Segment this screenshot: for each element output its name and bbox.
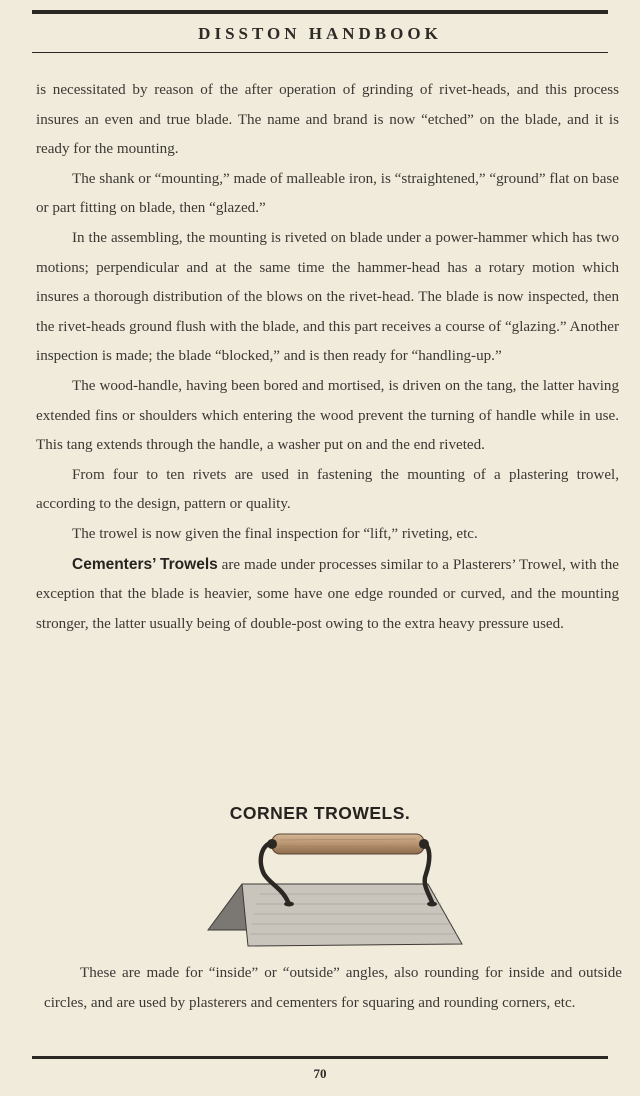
paragraph-rivets: From four to ten rivets are used in fastening the mounting of a plastering trowel, according to the design, pattern or quality. (36, 466, 619, 513)
bottom-rule (32, 1056, 608, 1059)
header-rule (32, 52, 608, 53)
figure-title: CORNER TROWELS. (229, 803, 411, 823)
paragraph-shank: The shank or “mounting,” made of malleable iron, is “straightened,” “ground” flat on base or part fitting on blade, then “glazed.” (36, 170, 619, 217)
cementers-heading: Cementers’ Trowels (72, 555, 218, 573)
figure-caption (44, 958, 622, 1018)
paragraph-assembling: In the assembling, the mounting is riveted on blade under a power-hammer which has two motions; perpendicular and at the same time the hammer-head has a rotary motion which insures a thorough distribution of the blows on the rivet-head. The blade is now inspected, then the rivet-heads ground flush with the blade, and this part receives a course of “glazing.” Another inspection is made; the blade “blocked,” and is then ready for “handling-up.” (36, 229, 619, 365)
page-number: 70 (313, 1066, 327, 1081)
paragraph-wood-handle: The wood-handle, having been bored and mortised, is driven on the tang, the latter having extended fins or shoulders which entering the wood prevent the turning of handle while in use. This tang extends through the handle, a washer put on and the end riveted. (36, 377, 619, 454)
top-rule (32, 10, 608, 14)
paragraph-continuation: is necessitated by reason of the after operation of grinding of rivet-heads, and this process insures an even and true blade. The name and brand is now “etched” on the blade, and it is ready for the mounting. (36, 82, 619, 158)
cementers-text: are made under processes similar to a Plasterers’ Trowel, with the exception that the blade is heavier, some have one edge rounded or curved, and the mounting stronger, the latter usually being of double-post owing to the extra heavy pressure used. (36, 556, 619, 632)
running-header: DISSTON HANDBOOK (198, 24, 442, 43)
paragraph-cementers (36, 550, 619, 640)
body-text (36, 76, 619, 639)
caption-text: These are made for “inside” or “outside” angles, also rounding for inside and outside circles, and are used by plasterers and cementers for squaring and rounding corners, etc. (44, 965, 622, 1011)
corner-trowel-illustration (200, 826, 470, 952)
paragraph-final-inspection: The trowel is now given the final inspection for “lift,” riveting, etc. (72, 525, 478, 542)
